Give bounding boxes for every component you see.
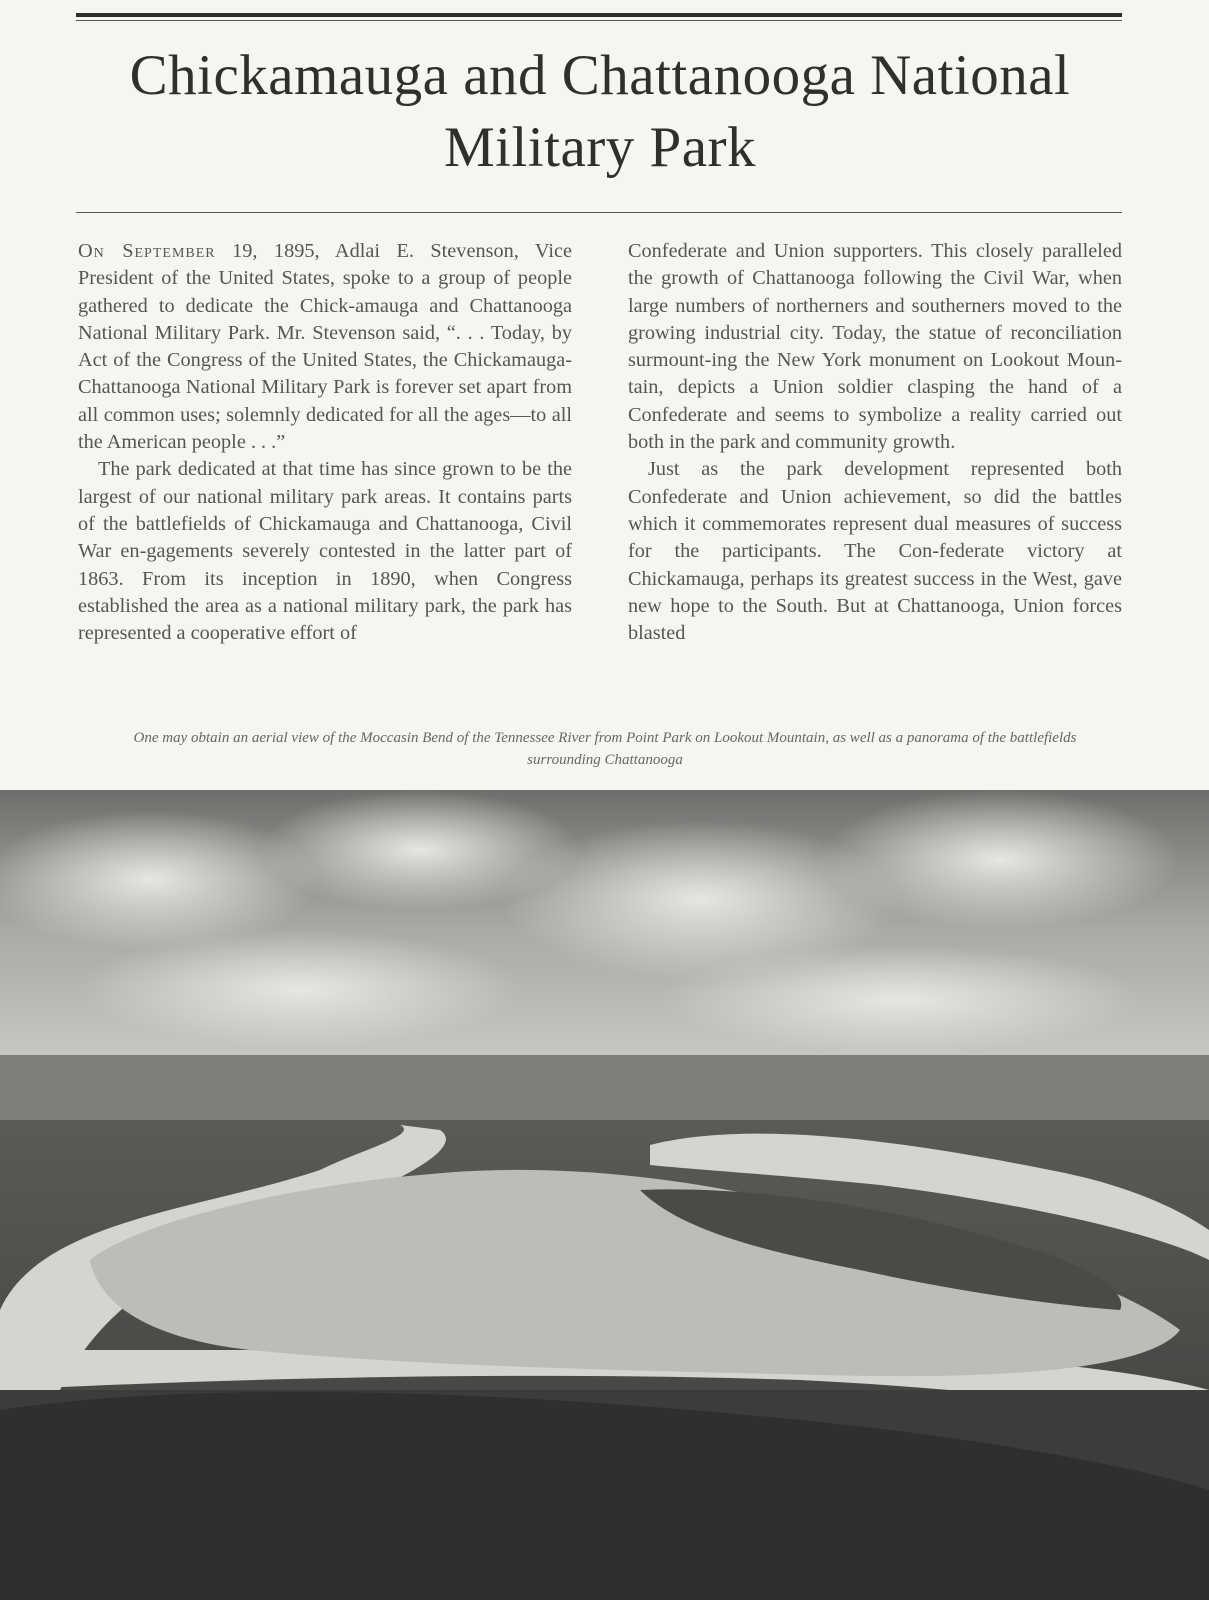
text-column-right (628, 238, 1122, 647)
cloud (660, 945, 1140, 1055)
paragraph: Just as the park development represented both Confederate and Union achievement, so did the battles which it commemorates represent dual measures of success for the participants. The Con-federate victory at Chickamauga, perhaps its greatest success in the West, gave new hope to the South. But at Chattanooga, Union forces blasted (628, 458, 1122, 645)
aerial-photo-moccasin-bend (0, 790, 1209, 1600)
title-rule (76, 212, 1122, 213)
photo-caption: One may obtain an aerial view of the Moccasin Bend of the Tennessee River from Point Park on Lookout Mountain, as well as a panorama of the battlefields surrounding Chattanooga (133, 730, 1077, 768)
top-rule-thin (76, 20, 1122, 21)
cloud (80, 930, 520, 1050)
page-title: Chickamauga and Chattanooga National Military Park (129, 44, 1071, 179)
paragraph (78, 238, 572, 456)
lead-in: On September (78, 240, 216, 262)
paragraph: The park dedicated at that time has since grown to be the largest of our national military park areas. It contains parts of the battlefields of Chickamauga and Chattanooga, Civil War en-gagements severely contested in the latter part of 1863. From its inception in 1890, when Congress established the area as a national military park, the park has represented a cooperative effort of (78, 458, 572, 645)
top-rule (76, 13, 1122, 17)
text-column-left (78, 238, 572, 647)
paragraph: Confederate and Union supporters. This closely paralleled the growth of Chattanooga following the Civil War, when large numbers of northerners and southerners moved to the growing industrial city. Today, the statue of reconciliation surmount-ing the New York monument on Lookout Moun-tain, depicts a Union soldier clasping the hand of a Confederate and seems to symbolize a reality carried out both in the park and community growth. (628, 240, 1122, 454)
paragraph-text: 19, 1895, Adlai E. Stevenson, Vice President of the United States, spoke to a group of people gathered to dedicate the Chick-amauga and Chattanooga National Military Park. Mr. Stevenson said, “. . . Today, by Act of the Congress of the United States, the Chickamauga-Chattanooga National Military Park is forever set apart from all common uses; solemnly dedicated for all the ages—to all the American people . . .” (78, 240, 572, 454)
cloud (820, 790, 1180, 930)
